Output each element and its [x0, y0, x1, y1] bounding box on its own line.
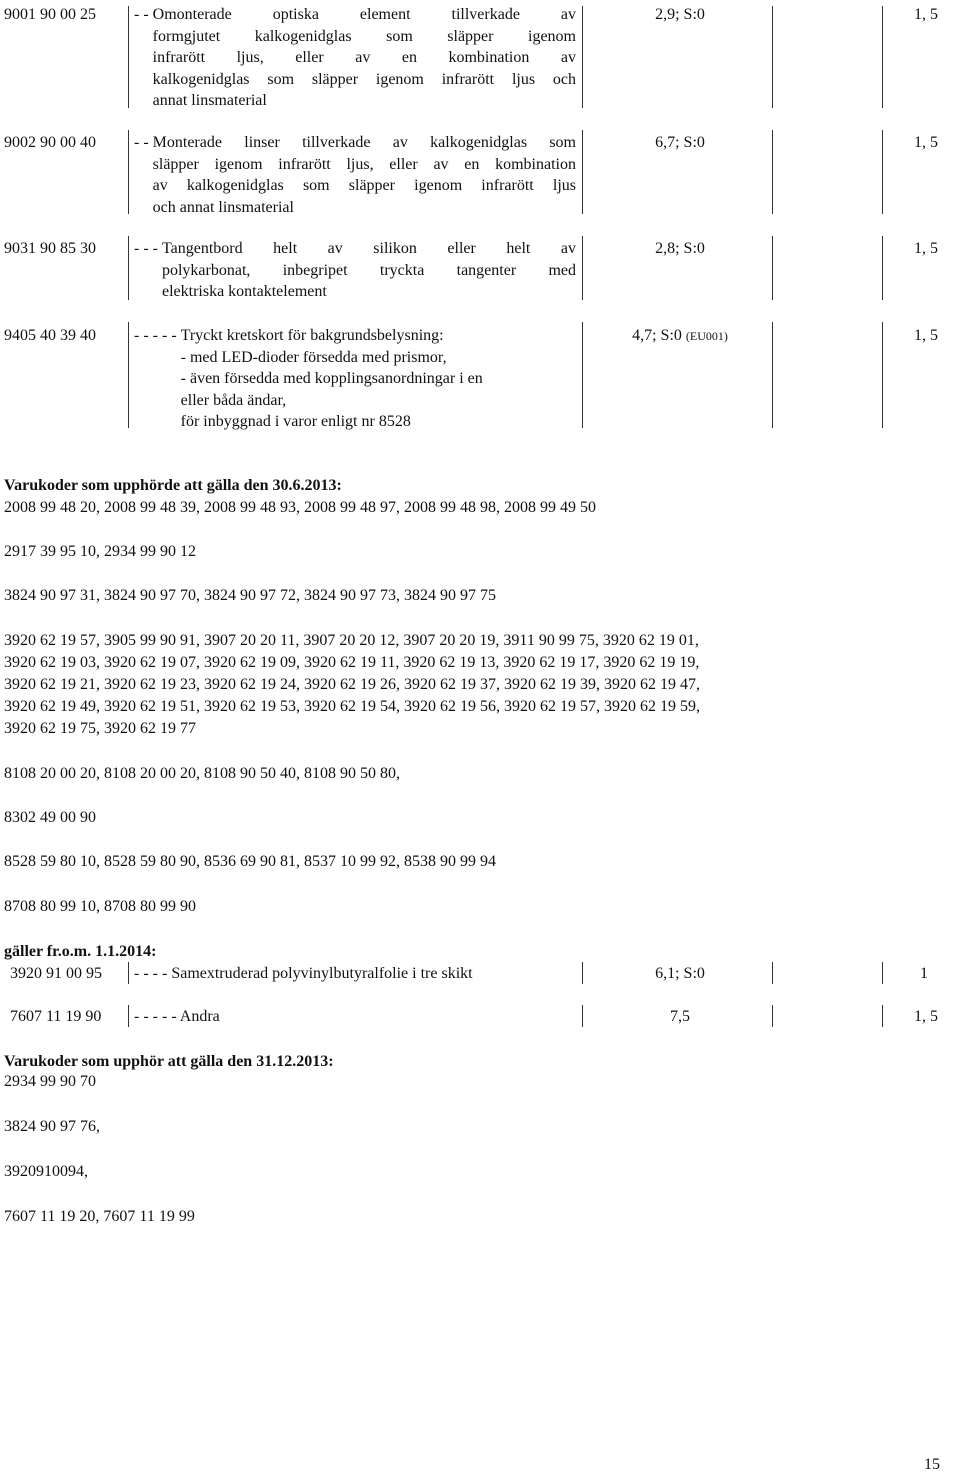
column-divider: [772, 1005, 773, 1027]
description-line: kalkogenidglas som släpper igenom infrarött ljus och: [152, 70, 576, 88]
duration: 1, 5: [914, 6, 938, 23]
code-group: [4, 896, 954, 918]
column-divider: [882, 6, 883, 108]
description-line: Omonterade optiska element tillverkade av: [152, 6, 576, 23]
description-line: - med LED-dioder försedda med prismor,: [180, 348, 447, 366]
column-divider: [582, 962, 583, 984]
tariff-code: 3920 91 00 95: [10, 965, 102, 982]
section-heading: Varukoder som upphör att gälla den 31.12.2013:: [4, 1053, 334, 1070]
column-divider: [582, 6, 583, 108]
code-list-line: 8302 49 00 90: [4, 809, 96, 826]
code-list-line: 3920 62 19 21, 3920 62 19 23, 3920 62 19 24, 3920 62 19 26, 3920 62 19 37, 3920 62 19 39, 3920 62 19 47,: [4, 676, 700, 693]
description-line: - även försedda med kopplingsanordningar i en: [180, 370, 483, 387]
column-divider: [772, 962, 773, 984]
code-list-line: 3824 90 97 76,: [4, 1118, 100, 1135]
tariff-code: 9001 90 00 25: [4, 6, 96, 23]
description-line: Tangentbord helt av silikon eller helt av: [161, 240, 576, 257]
column-divider: [128, 6, 129, 108]
code-group: [4, 851, 954, 873]
code-list-line: 3920 62 19 49, 3920 62 19 51, 3920 62 19 53, 3920 62 19 54, 3920 62 19 56, 3920 62 19 57, 3920 62 19 59,: [4, 698, 700, 715]
indent-dashes: - -: [134, 134, 149, 151]
duty-rate: 2,9; S:0: [655, 6, 705, 23]
column-divider: [128, 322, 129, 428]
tariff-code: 9405 40 39 40: [4, 327, 96, 344]
goods-description: [134, 4, 576, 112]
column-divider: [128, 962, 129, 984]
duration: 1, 5: [914, 240, 938, 257]
duty-rate: 2,8; S:0: [655, 240, 705, 257]
description-line: av kalkogenidglas som släpper igenom infrarött ljus: [152, 177, 576, 194]
duration: 1, 5: [914, 1008, 938, 1025]
code-group: [4, 763, 954, 785]
goods-description: [134, 132, 576, 218]
description-line: annat linsmaterial: [152, 92, 267, 109]
indent-dashes: - - - -: [134, 965, 168, 982]
duty-rate: 6,7; S:0: [655, 134, 705, 151]
duration: 1, 5: [914, 327, 938, 344]
tariff-code: 7607 11 19 90: [10, 1008, 102, 1025]
code-list-line: 2008 99 48 20, 2008 99 48 39, 2008 99 48 93, 2008 99 48 97, 2008 99 48 98, 2008 99 49 50: [4, 499, 596, 516]
description-line: Samextruderad polyvinylbutyralfolie i tre skikt: [171, 965, 473, 982]
column-divider: [582, 130, 583, 214]
duration: 1, 5: [914, 134, 938, 151]
column-divider: [582, 1005, 583, 1027]
column-divider: [772, 6, 773, 108]
description-line: Tryckt kretskort för bakgrundsbelysning:: [180, 327, 444, 344]
description-line: polykarbonat, inbegripet tryckta tangenter med: [161, 261, 576, 279]
duty-rate: 7,5: [670, 1008, 690, 1025]
column-divider: [128, 130, 129, 214]
indent-dashes: - - - - -: [134, 327, 177, 344]
duty-rate: 6,1; S:0: [655, 965, 705, 982]
column-divider: [772, 236, 773, 300]
code-list-line: 3920 62 19 75, 3920 62 19 77: [4, 720, 196, 737]
indent-dashes: - - -: [134, 240, 158, 257]
page-number: 15: [924, 1456, 940, 1473]
code-list-line: 3824 90 97 31, 3824 90 97 70, 3824 90 97 72, 3824 90 97 73, 3824 90 97 75: [4, 587, 496, 604]
goods-description: [134, 325, 576, 433]
code-list-line: 3920 62 19 03, 3920 62 19 07, 3920 62 19 09, 3920 62 19 11, 3920 62 19 13, 3920 62 19 17, 3920 62 19 19,: [4, 654, 700, 671]
indent-dashes: - - - - -: [134, 1008, 177, 1025]
goods-description: [134, 238, 576, 303]
code-group: [4, 630, 954, 740]
code-group: [4, 1206, 954, 1228]
indent-dashes: - -: [134, 6, 149, 23]
column-divider: [582, 236, 583, 300]
code-group: [4, 1161, 954, 1183]
code-list-line: 8528 59 80 10, 8528 59 80 90, 8536 69 90 81, 8537 10 99 92, 8538 90 99 94: [4, 853, 496, 870]
description-line: släpper igenom infrarött ljus, eller av en kombination: [152, 155, 576, 173]
code-list-line: 2934 99 90 70: [4, 1073, 96, 1090]
code-list-line: 8108 20 00 20, 8108 20 00 20, 8108 90 50 40, 8108 90 50 80,: [4, 765, 400, 782]
code-list-line: 8708 80 99 10, 8708 80 99 90: [4, 898, 196, 915]
section-heading: gäller fr.o.m. 1.1.2014:: [4, 943, 157, 960]
code-group: [4, 1071, 954, 1093]
column-divider: [128, 236, 129, 300]
column-divider: [882, 1005, 883, 1027]
tariff-code: 9031 90 85 30: [4, 240, 96, 257]
description-line: Monterade linser tillverkade av kalkogenidglas som: [152, 134, 576, 151]
duty-rate: [590, 325, 770, 347]
duty-rate-value: 4,7; S:0: [632, 327, 682, 344]
column-divider: [128, 1005, 129, 1027]
code-group: [4, 1116, 954, 1138]
code-group: [4, 807, 954, 829]
duration: 1: [920, 965, 928, 982]
column-divider: [882, 130, 883, 214]
duty-rate-note: (EU001): [685, 329, 728, 343]
section-heading: Varukoder som upphörde att gälla den 30.6.2013:: [4, 477, 342, 494]
column-divider: [582, 322, 583, 428]
column-divider: [772, 322, 773, 428]
code-list-line: 2917 39 95 10, 2934 99 90 12: [4, 543, 196, 560]
description-line: eller båda ändar,: [180, 391, 287, 409]
code-list-line: 3920 62 19 57, 3905 99 90 91, 3907 20 20 11, 3907 20 20 12, 3907 20 20 19, 3911 90 99 75, 3920 62 19 01,: [4, 632, 699, 649]
code-group: [4, 497, 954, 519]
code-group: [4, 585, 954, 607]
column-divider: [882, 236, 883, 300]
description-line: elektriska kontaktelement: [161, 283, 327, 300]
goods-description: [134, 963, 473, 984]
code-group: [4, 541, 954, 563]
description-line: infrarött ljus, eller av en kombination av: [152, 49, 576, 66]
description-line: Andra: [179, 1008, 220, 1025]
code-list-line: 7607 11 19 20, 7607 11 19 99: [4, 1208, 195, 1225]
description-line: för inbyggnad i varor enligt nr 8528: [180, 413, 411, 430]
tariff-code: 9002 90 00 40: [4, 134, 96, 151]
description-line: formgjutet kalkogenidglas som släpper igenom: [152, 27, 576, 45]
column-divider: [772, 130, 773, 214]
code-list-line: 3920910094,: [4, 1163, 88, 1180]
goods-description: [134, 1006, 220, 1027]
description-line: och annat linsmaterial: [152, 198, 294, 216]
column-divider: [882, 322, 883, 428]
